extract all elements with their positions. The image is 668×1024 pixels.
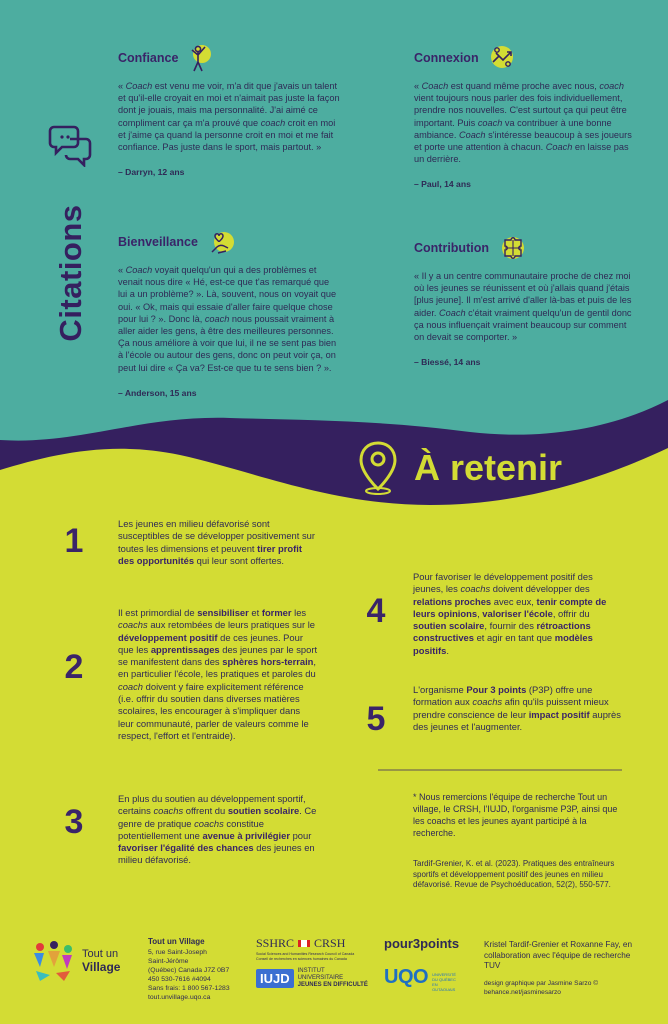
uqo-subtitle: UNIVERSITÉ DU QUÉBEC EN OUTAOUAIS [432, 972, 457, 992]
uqo-label: UQO [384, 965, 429, 988]
location-pin-icon [356, 439, 400, 497]
iujd-line: UNIVERSITAIRE [297, 975, 344, 981]
point-4-text: Pour favoriser le développement positif des jeunes, les coachs doivent développer des relations proches avec eux, tenir compte de leurs opinions, valoriser l'école, offrir du soutien scolaire, fournir des rétroactions constructives et agir en tant que modèles positifs. [413, 571, 607, 656]
quote-text: « Coach est venu me voir, m'a dit que j'avais un talent et qu'il-elle croyait en moi et n'aimait pas juste la façon dont je jouais, mais ma personnalité. J'ai aimé ce compliment car ça m'a prouvé que coach croit en moi et j'aime ça quand la personne croit en moi et me fait confiance. Pas juste dans le sport, mais partout. » [118, 81, 340, 153]
address-line: Sans frais: 1 800 567-1283 [148, 985, 230, 992]
iujd-line: INSTITUT [297, 968, 325, 974]
iujd-logo [256, 968, 376, 989]
village-logo-icon [30, 939, 76, 983]
quote-author: – Biessé, 14 ans [414, 357, 481, 368]
puzzle-icon [497, 232, 529, 264]
quote-title: Connexion [414, 51, 479, 65]
quote-author: – Paul, 14 ans [414, 179, 471, 190]
crsh-subtitle: Conseil de recherches en sciences humaines du Canada [256, 957, 347, 961]
iujd-label: IUJD [256, 969, 294, 988]
quote-confiance [118, 40, 340, 177]
point-number: 2 [64, 648, 84, 686]
point-3-text: En plus du soutien au développement sportif, certains coachs offrent du soutien scolaire. Ce genre de pratique coachs constitue potentiellement une avenue à privilégier pour favoriser l'égalité des chances des jeunes en milieu défavorisé. [118, 793, 317, 866]
website-link[interactable]: tout.unvillage.uqo.ca [148, 994, 211, 1001]
crsh-label: CRSH [314, 936, 346, 950]
address-line: Saint-Jérôme [148, 958, 189, 965]
quote-text: « Il y a un centre communautaire proche de chez moi où les jeunes se réunissent et où j'allais quand j'étais [plus jeune]. Il m'est arrivé d'aller là-bas et puis de les aider. Coach c'était vraiment quelqu'un de gentil donc ça nous influençait vraiment beaucoup sur comment on devait se comporter. » [414, 271, 632, 343]
heart-hand-icon [206, 226, 236, 258]
address-line: 5, rue Saint-Joseph [148, 949, 207, 956]
speech-bubbles-icon [48, 121, 94, 167]
point-number: 4 [366, 592, 386, 630]
address-line: (Québec) Canada J7Z 0B7 [148, 967, 230, 974]
quote-title: Contribution [414, 241, 489, 255]
tout-un-village-logo [30, 938, 140, 984]
canada-flag-icon [298, 940, 310, 947]
logo-line1: Tout un [82, 948, 119, 960]
thanks-note: * Nous remercions l'équipe de recherche Tout un village, le CRSH, l'IUJD, l'organisme P3P, ainsi que les coachs et les jeunes ayant participé à la recherche. [413, 792, 618, 838]
quote-connexion [414, 40, 639, 189]
sshrc-crsh-logo [256, 936, 368, 962]
point-number: 1 [64, 522, 84, 560]
retenir-header [356, 436, 656, 500]
connection-icon [487, 42, 517, 74]
quote-author: – Anderson, 15 ans [118, 387, 197, 398]
quote-text: « Coach voyait quelqu'un qui a des problèmes et venait nous dire « Hé, est-ce que t'as remarqué que lui a un problème? ». Là, souvent, nous on voyait que oui. « Ok, mais qui essaie d'aller faire quelque chose pour lui ? ». Donc là, coach nous poussait vraiment à aller aider les gens, à être des meilleures personnes. Ça nous améliore à voir que lui, il ne se sent pas bien à l'école ou autour des gens, donc on peut voir ça, on peut lui dire « Ça va? Est-ce que tu te sens bien ? ». [118, 265, 337, 373]
quote-title: Confiance [118, 51, 179, 65]
point-number: 3 [64, 803, 84, 841]
quote-text: « Coach est quand même proche avec nous, coach vient toujours nous parler des fois individuellement, prendre nos nouvelles. C'est surtout ça qui peut être important. Puis coach va contribuer à une bonne ambiance. Coach s'intéresse beaucoup à ses joueurs et porte une attention à chacun. Coach en laisse pas un derrière. [414, 81, 632, 165]
retenir-title: À retenir [414, 447, 563, 488]
point-number: 5 [366, 700, 386, 738]
point-1-text: Les jeunes en milieu défavorisé sont susceptibles de se développer positivement sur toutes les dimensions et peuvent tirer profit des opportunités qui leur sont offertes. [118, 518, 315, 566]
org-address [148, 937, 244, 1002]
quote-contribution [414, 230, 639, 367]
point-2-text: Il est primordial de sensibiliser et former les coachs aux retombées de leurs pratiques sur le développement positif de ces jeunes. Pour que les apprentissages des jeunes par le sport se manifestent dans des sphères hors-terrain, en particulier l'école, les pratiques et paroles du coach doivent y faire explicitement référence (i.e. offrir du soutien dans diverses matières scolaires, les encourager à s'impliquer dans leur communauté, parler de valeurs comme le respect, l'effort et l'entraide). [118, 607, 318, 741]
design-credit: design graphique par Jasmine Sarzo © behance.net/jasminesarzo [484, 980, 599, 996]
quote-bienveillance [118, 224, 340, 398]
reference: Tardif-Grenier, K. et al. (2023). Pratiques des entraîneurs sportifs et développement positif des jeunes en milieu défavorisé. Revue de Psychoéducation, 52(2), 550-577. [413, 859, 615, 889]
p3p-logo: pour3points [384, 936, 460, 951]
side-title: Citations [53, 204, 88, 342]
address-line: 450 530-7616 #4094 [148, 976, 211, 983]
side-title-block [38, 115, 108, 355]
sshrc-subtitle: Social Sciences and Humanities Research Council of Canada [256, 952, 355, 956]
iujd-line: JEUNES EN DIFFICULTÉ [297, 982, 368, 988]
sshrc-label: SSHRC [256, 936, 295, 950]
person-celebrating-icon [186, 42, 214, 74]
quote-author: – Darryn, 12 ans [118, 167, 185, 178]
logo-line2: Village [82, 960, 121, 974]
quote-title: Bienveillance [118, 235, 198, 249]
authors: Kristel Tardif-Grenier et Roxanne Fay, en collaboration avec l'équipe de recherche TUV [484, 940, 633, 970]
uqo-logo [384, 962, 457, 992]
point-5-text: L'organisme Pour 3 points (P3P) offre une formation aux coachs afin qu'ils puissent mieux prendre conscience de leur impact positif auprès des jeunes et l'augmenter. [413, 684, 621, 732]
org-name: Tout un Village [148, 937, 205, 946]
